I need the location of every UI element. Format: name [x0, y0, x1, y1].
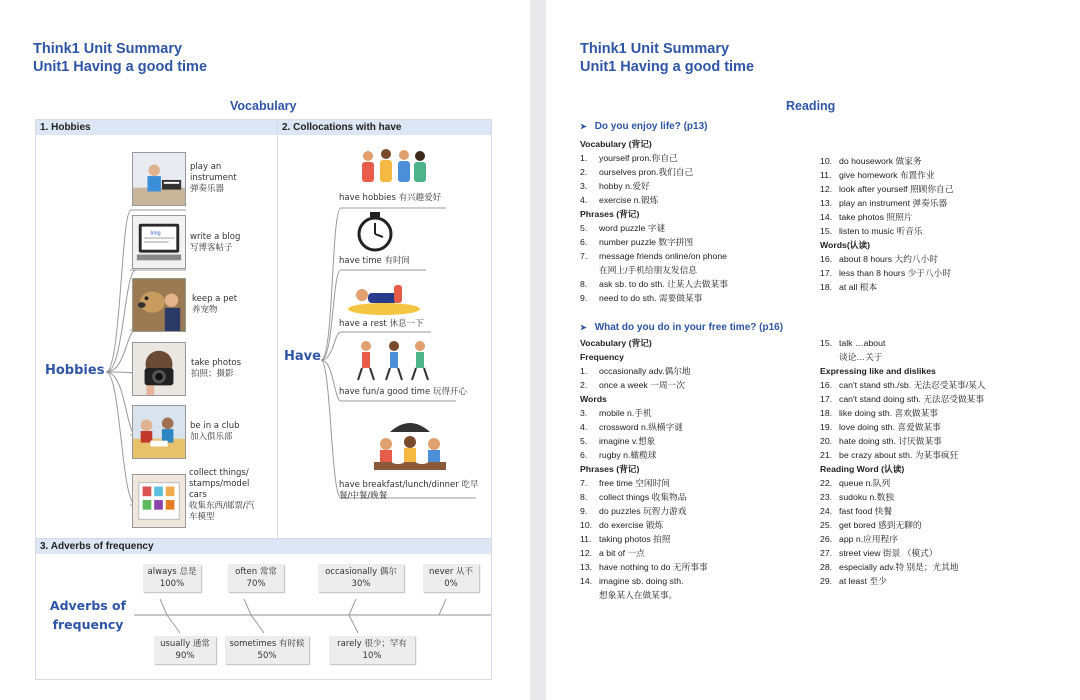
list-item-text: word puzzle 字谜 [599, 223, 666, 233]
list-item-number: 18. [820, 282, 833, 292]
list-item-number: 4. [580, 422, 588, 432]
list-item-text: do housework 做家务 [839, 156, 922, 166]
list-item-continuation: 谈论…关于 [839, 352, 883, 362]
reading-sub1: ➤ Do you enjoy life? (p13) [580, 121, 708, 132]
list-item-text: do exercise 锻炼 [599, 520, 664, 530]
list-item [820, 280, 953, 294]
list-item [580, 221, 728, 235]
list-item-number: 3. [580, 181, 588, 191]
collocation-2: have time 有时间 [339, 256, 410, 266]
list-item-text: look after yourself 照顾你自己 [839, 184, 954, 194]
list-item-number: 13. [820, 198, 833, 208]
family-meal-illustration [370, 420, 450, 476]
hobby-3: keep a pet 养宠物 [192, 294, 238, 315]
list-item [820, 154, 953, 168]
list-item [580, 504, 708, 518]
blog-screen-text: blog [150, 231, 161, 237]
list-item [820, 504, 986, 518]
list-item-text: especially adv.特 别是；尤其地 [839, 562, 959, 572]
vocabulary-table [35, 119, 492, 539]
club-photo [132, 405, 186, 459]
list-item [580, 378, 708, 392]
list-item-number: 9. [580, 506, 588, 516]
list-item [820, 518, 986, 532]
list-item-number: 3. [580, 408, 588, 418]
adverb-never-card: never 从不 0% [423, 564, 479, 592]
block1-right-list [820, 154, 953, 294]
list-item-number: 26. [820, 534, 833, 544]
list-item-text: imagine v.想象 [599, 436, 656, 446]
list-item [580, 532, 708, 546]
list-category: Words [580, 394, 607, 404]
list-item-text: exercise n.锻炼 [599, 195, 659, 205]
list-category: Expressing like and dislikes [820, 366, 936, 376]
list-item-text: talk …about [839, 338, 886, 348]
list-item [820, 546, 986, 560]
block2-right-list [820, 336, 986, 588]
list-item-number: 12. [580, 548, 593, 558]
adverbs-section [35, 539, 492, 680]
list-item [820, 252, 953, 266]
block2-left-list [580, 336, 708, 602]
list-item-text: rugby n.橄榄球 [599, 450, 657, 460]
list-item-text: do puzzles 玩智力游戏 [599, 506, 687, 516]
arrow-icon: ➤ [580, 323, 587, 332]
list-item [820, 168, 953, 182]
list-item [580, 490, 708, 504]
list-item [580, 420, 708, 434]
list-item-text: occasionally adv.偶尔地 [599, 366, 691, 376]
list-item [820, 448, 986, 462]
collocation-3: have a rest 休息一下 [339, 319, 424, 329]
reading-heading: Reading [786, 99, 836, 113]
list-category: Words(认读) [820, 240, 871, 250]
list-item-number: 11. [580, 534, 592, 544]
list-item [820, 182, 953, 196]
list-item [820, 490, 986, 504]
list-item-number: 12. [820, 184, 833, 194]
list-item [580, 165, 728, 179]
list-item-number: 1. [580, 366, 588, 376]
hobbies-people-illustration [356, 146, 432, 190]
list-item-text: crossword n.纵横字谜 [599, 422, 683, 432]
adverbs-header: 3. Adverbs of frequency [36, 539, 491, 554]
list-item-number: 10. [580, 520, 593, 530]
list-category: Reading Word (认读) [820, 464, 905, 474]
list-item-number: 25. [820, 520, 833, 530]
list-item [820, 476, 986, 490]
resting-person-illustration [344, 275, 424, 317]
list-item-text: be crazy about sth. 为某事疯狂 [839, 450, 959, 460]
list-item-text: imagine sb. doing sth. [599, 576, 684, 586]
list-item-text: like doing sth. 喜欢做某事 [839, 408, 938, 418]
list-item-number: 5. [580, 436, 588, 446]
list-item [820, 224, 953, 238]
list-item-number: 19. [820, 422, 833, 432]
list-item-number: 29. [820, 576, 833, 586]
list-item-text: yourself pron.你自己 [599, 153, 678, 163]
vocabulary-heading: Vocabulary [230, 99, 297, 113]
list-item [580, 406, 708, 420]
list-item-number: 16. [820, 254, 833, 264]
list-category: Frequency [580, 352, 624, 362]
list-item-text: at least 至少 [839, 576, 887, 586]
list-item [820, 406, 986, 420]
list-item-number: 6. [580, 450, 588, 460]
list-item [580, 434, 708, 448]
list-item-number: 9. [580, 293, 588, 303]
write-blog-photo [132, 215, 186, 269]
list-item-text: queue n.队列 [839, 478, 891, 488]
list-item-text: at all 根本 [839, 282, 878, 292]
list-item-text: need to do sth. 需要做某事 [599, 293, 703, 303]
list-item-number: 6. [580, 237, 588, 247]
list-item-continuation: 想象某人在做某事。 [599, 590, 678, 600]
list-item-number: 8. [580, 279, 588, 289]
right-title-line2: Unit1 Having a good time [580, 59, 755, 75]
list-item-number: 7. [580, 478, 588, 488]
adverb-sometimes-card: sometimes 有时候 50% [225, 636, 309, 664]
list-category: Vocabulary (背记) [580, 338, 652, 348]
list-item-text: sudoku n.数独 [839, 492, 895, 502]
list-item-number: 2. [580, 380, 588, 390]
list-item-text: once a week 一周一次 [599, 380, 685, 390]
adverb-always-card: always 总是 100% [143, 564, 201, 592]
list-item-number: 1. [580, 153, 588, 163]
list-item-number: 8. [580, 492, 588, 502]
reading-sub2: ➤ What do you do in your free time? (p16) [580, 322, 784, 333]
left-page [0, 0, 530, 700]
list-item-number: 23. [820, 492, 833, 502]
list-item [820, 336, 986, 350]
left-doc-title [33, 40, 207, 76]
list-item-number: 22. [820, 478, 833, 488]
collocation-5: have breakfast/lunch/dinner 吃早餐/中餐/晚餐 [339, 480, 479, 501]
adverb-often-card: often 常常 70% [228, 564, 284, 592]
clock-illustration [356, 210, 394, 254]
list-item [580, 364, 708, 378]
left-title-line1: Think1 Unit Summary [33, 41, 183, 57]
list-item [820, 392, 986, 406]
list-item [580, 277, 728, 291]
list-item-text: get bored 感到无聊的 [839, 520, 922, 530]
list-item [580, 518, 708, 532]
collocation-4: have fun/a good time 玩得开心 [339, 387, 467, 397]
list-item-number: 5. [580, 223, 588, 233]
have-label: Have [284, 349, 321, 364]
list-item-number: 15. [820, 226, 833, 236]
hobby-6: collect things/ stamps/model cars 收集东西/邮票/汽车模型 [189, 468, 255, 522]
collocations-header: 2. Collocations with have [278, 120, 491, 135]
list-item-number: 13. [580, 562, 593, 572]
hobby-1: play an instrument 弹奏乐器 [190, 162, 237, 194]
list-item [580, 560, 708, 574]
hobbies-label: Hobbies [45, 363, 105, 378]
collocation-1: have hobbies 有兴趣爱好 [339, 193, 442, 203]
list-item-number: 14. [820, 212, 833, 222]
list-item-text: listen to music 听音乐 [839, 226, 923, 236]
list-item [820, 210, 953, 224]
hobby-5: be in a club 加入俱乐部 [190, 421, 240, 442]
list-item-text: about 8 hours 大约八小时 [839, 254, 938, 264]
list-item-continuation: 在网上/手机给朋友发信息 [599, 265, 697, 275]
right-title-line1: Think1 Unit Summary [580, 41, 730, 57]
block1-left-list [580, 137, 728, 305]
list-item-text: hate doing sth. 讨厌做某事 [839, 436, 942, 446]
list-item-number: 17. [820, 394, 833, 404]
list-item [820, 420, 986, 434]
list-item-number: 17. [820, 268, 833, 278]
list-item-number: 16. [820, 380, 833, 390]
list-item-text: take photos 照照片 [839, 212, 913, 222]
list-item-text: mobile n.手机 [599, 408, 652, 418]
list-item-text: play an instrument 弹奏乐器 [839, 198, 948, 208]
list-item-number: 27. [820, 548, 833, 558]
list-item-number: 18. [820, 408, 833, 418]
list-item-text: collect things 收集物品 [599, 492, 687, 502]
list-item [820, 560, 986, 574]
list-item [820, 266, 953, 280]
list-item-number: 28. [820, 562, 833, 572]
list-item-text: ask sb. to do sth. 让某人去做某事 [599, 279, 728, 289]
list-item-number: 10. [820, 156, 833, 166]
list-item-text: give homework 布置作业 [839, 170, 935, 180]
left-title-line2: Unit1 Having a good time [33, 59, 208, 75]
right-page [546, 0, 1080, 700]
list-item [580, 574, 708, 588]
list-category: Phrases (背记) [580, 464, 640, 474]
list-item [580, 291, 728, 305]
list-item-text: can't stand doing sth. 无法忍受做某事 [839, 394, 985, 404]
list-item [580, 151, 728, 165]
list-item [580, 193, 728, 207]
list-item [820, 574, 986, 588]
list-item [820, 196, 953, 210]
list-item-number: 14. [580, 576, 593, 586]
list-category: Phrases (背记) [580, 209, 640, 219]
adverb-occasionally-card: occasionally 偶尔 30% [318, 564, 404, 592]
list-item-text: taking photos 拍照 [599, 534, 671, 544]
hobby-4: take photos 拍照；摄影 [191, 358, 242, 379]
list-item-text: have nothing to do 无所事事 [599, 562, 708, 572]
list-item-text: hobby n.爱好 [599, 181, 650, 191]
collect-things-photo [132, 474, 186, 528]
list-item-text: app n.应用程序 [839, 534, 898, 544]
list-item-text: can't stand sth./sb. 无法忍受某事/某人 [839, 380, 986, 390]
take-photos-photo [132, 342, 186, 396]
list-category: Vocabulary (背记) [580, 139, 652, 149]
right-doc-title [580, 40, 754, 76]
list-item-number: 21. [820, 450, 833, 460]
play-instrument-photo [132, 152, 186, 206]
adverbs-title: Adverbs of frequency [49, 598, 127, 632]
list-item [580, 476, 708, 490]
hobbies-header: 1. Hobbies [36, 120, 277, 135]
list-item-text: fast food 快餐 [839, 506, 893, 516]
list-item-text: message friends online/on phone [599, 251, 727, 261]
list-item-text: number puzzle 数字拼图 [599, 237, 694, 247]
list-item-text: street view 街景 （模式） [839, 548, 938, 558]
list-item [820, 532, 986, 546]
list-item-number: 2. [580, 167, 588, 177]
list-item-text: love doing sth. 喜爱做某事 [839, 422, 941, 432]
list-item-number: 24. [820, 506, 833, 516]
list-item-text: ourselves pron.我们自己 [599, 167, 694, 177]
hobby-2: write a blog 写博客帖子 [190, 232, 241, 253]
list-item-number: 4. [580, 195, 588, 205]
adverb-rarely-card: rarely 很少；罕有 10% [329, 636, 415, 664]
list-item [580, 235, 728, 249]
list-item-number: 15. [820, 338, 833, 348]
dancing-people-illustration [354, 338, 434, 382]
keep-pet-photo [132, 278, 186, 332]
list-item [580, 249, 728, 263]
list-item [580, 179, 728, 193]
list-item-text: a bit of 一点 [599, 548, 645, 558]
list-item-text: less than 8 hours 少于八小时 [839, 268, 952, 278]
list-item [580, 546, 708, 560]
list-item-number: 11. [820, 170, 832, 180]
list-item [820, 434, 986, 448]
list-item [820, 378, 986, 392]
arrow-icon: ➤ [580, 122, 587, 131]
list-item-text: free time 空闲时间 [599, 478, 670, 488]
list-item-number: 7. [580, 251, 588, 261]
list-item [580, 448, 708, 462]
list-item-number: 20. [820, 436, 833, 446]
adverb-usually-card: usually 通常 90% [154, 636, 216, 664]
